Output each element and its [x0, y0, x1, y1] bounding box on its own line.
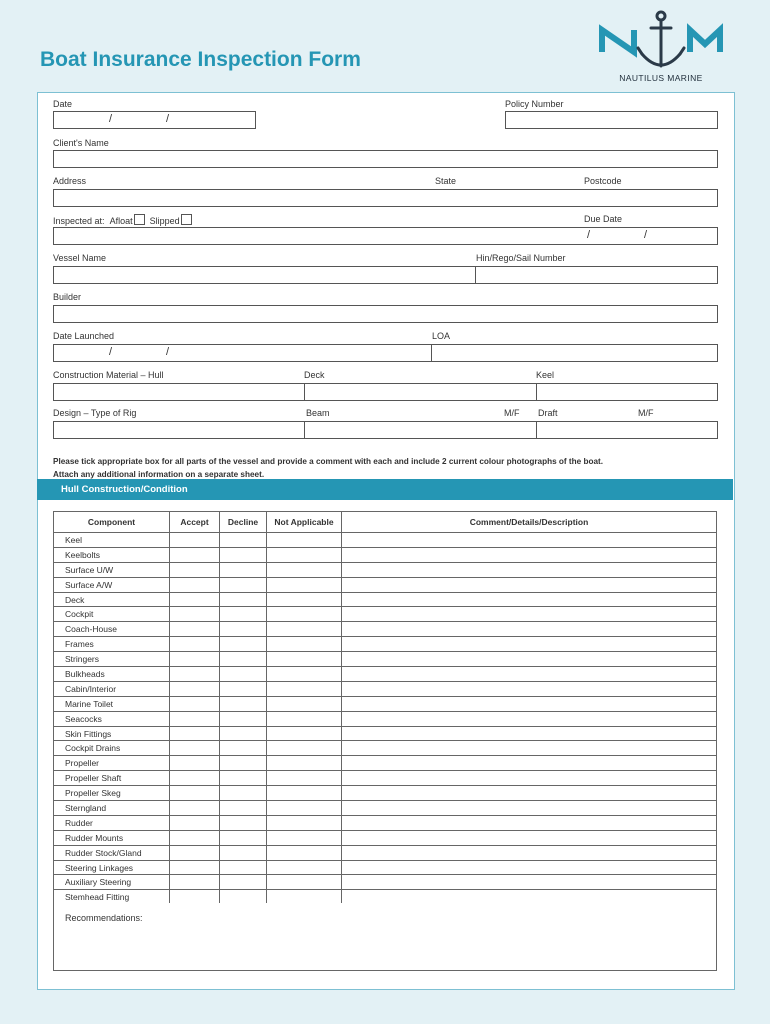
not-applicable-cell[interactable] [267, 860, 342, 875]
accept-cell[interactable] [170, 667, 220, 682]
policy-number-label: Policy Number [505, 99, 564, 109]
component-cell: Cockpit Drains [54, 741, 170, 756]
accept-cell[interactable] [170, 652, 220, 667]
comment-cell[interactable] [342, 726, 717, 741]
decline-cell[interactable] [220, 741, 267, 756]
not-applicable-cell[interactable] [267, 562, 342, 577]
not-applicable-cell[interactable] [267, 756, 342, 771]
vessel-name-field[interactable] [53, 266, 718, 284]
comment-cell[interactable] [342, 547, 717, 562]
not-applicable-cell[interactable] [267, 652, 342, 667]
component-cell: Skin Fittings [54, 726, 170, 741]
not-applicable-cell[interactable] [267, 592, 342, 607]
component-cell: Frames [54, 637, 170, 652]
not-applicable-cell[interactable] [267, 533, 342, 548]
comment-cell[interactable] [342, 771, 717, 786]
comment-cell[interactable] [342, 577, 717, 592]
builder-label: Builder [53, 292, 82, 302]
decline-cell[interactable] [220, 622, 267, 637]
component-cell: Cabin/Interior [54, 681, 170, 696]
not-applicable-cell[interactable] [267, 577, 342, 592]
comment-cell[interactable] [342, 711, 717, 726]
recommendations-field[interactable] [53, 903, 717, 971]
decline-cell[interactable] [220, 756, 267, 771]
table-row [54, 756, 717, 771]
comment-cell[interactable] [342, 681, 717, 696]
decline-cell[interactable] [220, 801, 267, 816]
not-applicable-cell[interactable] [267, 771, 342, 786]
comment-cell[interactable] [342, 592, 717, 607]
accept-cell[interactable] [170, 711, 220, 726]
vessel-name-label: Vessel Name [53, 253, 107, 263]
decline-cell[interactable] [220, 667, 267, 682]
table-row [54, 562, 717, 577]
component-cell: Bulkheads [54, 667, 170, 682]
comment-cell[interactable] [342, 667, 717, 682]
page-title: Boat Insurance Inspection Form [40, 48, 361, 71]
not-applicable-cell[interactable] [267, 696, 342, 711]
accept-cell[interactable] [170, 562, 220, 577]
accept-cell[interactable] [170, 607, 220, 622]
date-field[interactable]: / / [53, 111, 256, 129]
table-row [54, 830, 717, 845]
not-applicable-cell[interactable] [267, 786, 342, 801]
table-row [54, 696, 717, 711]
decline-cell[interactable] [220, 830, 267, 845]
component-cell: Propeller [54, 756, 170, 771]
component-cell: Coach-House [54, 622, 170, 637]
decline-cell[interactable] [220, 592, 267, 607]
component-cell: Sterngland [54, 801, 170, 816]
component-cell: Rudder [54, 815, 170, 830]
table-header-row [54, 512, 717, 533]
accept-cell[interactable] [170, 860, 220, 875]
inspected-due-date-field[interactable]: / / [53, 227, 718, 245]
loa-label: LOA [432, 331, 451, 341]
postcode-label: Postcode [584, 176, 622, 186]
decline-cell[interactable] [220, 533, 267, 548]
hull-section-header: Hull Construction/Condition [37, 479, 733, 500]
beam-label: Beam [306, 408, 330, 418]
comment-cell[interactable] [342, 652, 717, 667]
table-row [54, 637, 717, 652]
column-header: Accept [170, 512, 220, 533]
state-label: State [435, 176, 457, 186]
not-applicable-cell[interactable] [267, 547, 342, 562]
comment-cell[interactable] [342, 533, 717, 548]
comment-cell[interactable] [342, 845, 717, 860]
comment-cell[interactable] [342, 830, 717, 845]
instructions-note: Please tick appropriate box for all parts of the vessel and provide a comment with each and include 2 current colour photographs of the boat. Attach any additional information on a separate sheet. [53, 457, 604, 479]
accept-cell[interactable] [170, 830, 220, 845]
decline-cell[interactable] [220, 681, 267, 696]
table-row [54, 711, 717, 726]
date-label: Date [53, 99, 73, 109]
comment-cell[interactable] [342, 741, 717, 756]
not-applicable-cell[interactable] [267, 622, 342, 637]
accept-cell[interactable] [170, 786, 220, 801]
component-cell: Keel [54, 533, 170, 548]
due-date-label: Due Date [584, 214, 623, 224]
component-cell: Steering Linkages [54, 860, 170, 875]
keel-label: Keel [536, 370, 555, 380]
component-cell: Rudder Stock/Gland [54, 845, 170, 860]
not-applicable-cell[interactable] [267, 815, 342, 830]
table-row [54, 860, 717, 875]
decline-cell[interactable] [220, 607, 267, 622]
table-row [54, 622, 717, 637]
accept-cell[interactable] [170, 592, 220, 607]
not-applicable-cell[interactable] [267, 875, 342, 890]
accept-cell[interactable] [170, 741, 220, 756]
deck-label: Deck [304, 370, 325, 380]
comment-cell[interactable] [342, 696, 717, 711]
decline-cell[interactable] [220, 562, 267, 577]
comment-cell[interactable] [342, 637, 717, 652]
accept-cell[interactable] [170, 637, 220, 652]
decline-cell[interactable] [220, 860, 267, 875]
table-row [54, 652, 717, 667]
date-launched-field[interactable]: / / [53, 344, 718, 362]
accept-cell[interactable] [170, 845, 220, 860]
decline-cell[interactable] [220, 771, 267, 786]
decline-cell[interactable] [220, 786, 267, 801]
column-header: Comment/Details/Description [342, 512, 717, 533]
beam-mf-label: M/F [504, 408, 520, 418]
recommendations-label: Recommendations: [65, 913, 143, 923]
decline-cell[interactable] [220, 726, 267, 741]
decline-cell[interactable] [220, 815, 267, 830]
accept-cell[interactable] [170, 533, 220, 548]
accept-cell[interactable] [170, 547, 220, 562]
hull-condition-table [53, 511, 717, 905]
not-applicable-cell[interactable] [267, 667, 342, 682]
decline-cell[interactable] [220, 845, 267, 860]
comment-cell[interactable] [342, 875, 717, 890]
not-applicable-cell[interactable] [267, 681, 342, 696]
design-field[interactable] [53, 421, 718, 439]
table-row [54, 577, 717, 592]
decline-cell[interactable] [220, 875, 267, 890]
table-row [54, 726, 717, 741]
table-row [54, 667, 717, 682]
not-applicable-cell[interactable] [267, 711, 342, 726]
component-cell: Stringers [54, 652, 170, 667]
accept-cell[interactable] [170, 696, 220, 711]
hin-label: Hin/Rego/Sail Number [476, 253, 566, 263]
address-field[interactable] [53, 189, 718, 207]
component-cell: Surface U/W [54, 562, 170, 577]
not-applicable-cell[interactable] [267, 801, 342, 816]
table-row [54, 815, 717, 830]
component-cell: Keelbolts [54, 547, 170, 562]
date-launched-label: Date Launched [53, 331, 115, 341]
accept-cell[interactable] [170, 577, 220, 592]
component-cell: Propeller Shaft [54, 771, 170, 786]
not-applicable-cell[interactable] [267, 741, 342, 756]
component-cell: Propeller Skeg [54, 786, 170, 801]
component-cell: Auxiliary Steering [54, 875, 170, 890]
not-applicable-cell[interactable] [267, 726, 342, 741]
not-applicable-cell[interactable] [267, 830, 342, 845]
comment-cell[interactable] [342, 786, 717, 801]
decline-cell[interactable] [220, 696, 267, 711]
comment-cell[interactable] [342, 607, 717, 622]
column-header: Component [54, 512, 170, 533]
table-row [54, 681, 717, 696]
component-cell: Surface A/W [54, 577, 170, 592]
accept-cell[interactable] [170, 726, 220, 741]
accept-cell[interactable] [170, 875, 220, 890]
not-applicable-cell[interactable] [267, 845, 342, 860]
accept-cell[interactable] [170, 801, 220, 816]
comment-cell[interactable] [342, 815, 717, 830]
accept-cell[interactable] [170, 771, 220, 786]
comment-cell[interactable] [342, 860, 717, 875]
slipped-checkbox[interactable] [181, 214, 192, 225]
comment-cell[interactable] [342, 801, 717, 816]
logo-text: NAUTILUS MARINE [619, 73, 703, 83]
column-header: Decline [220, 512, 267, 533]
component-cell: Stemhead Fitting [54, 890, 170, 905]
draft-label: Draft [538, 408, 558, 418]
component-cell: Deck [54, 592, 170, 607]
address-label: Address [53, 176, 87, 186]
builder-field[interactable] [53, 305, 718, 323]
accept-cell[interactable] [170, 815, 220, 830]
accept-cell[interactable] [170, 756, 220, 771]
table-row [54, 875, 717, 890]
component-cell: Marine Toilet [54, 696, 170, 711]
design-label: Design – Type of Rig [53, 408, 137, 418]
afloat-checkbox[interactable] [134, 214, 145, 225]
inspected-at-label: Inspected at: Afloat Slipped [53, 214, 192, 226]
accept-cell[interactable] [170, 681, 220, 696]
construction-label: Construction Material – Hull [53, 370, 164, 380]
component-cell: Cockpit [54, 607, 170, 622]
not-applicable-cell[interactable] [267, 637, 342, 652]
decline-cell[interactable] [220, 637, 267, 652]
policy-number-field[interactable] [505, 111, 718, 129]
clients-name-field[interactable] [53, 150, 718, 168]
table-row [54, 801, 717, 816]
table-row [54, 547, 717, 562]
not-applicable-cell[interactable] [267, 607, 342, 622]
table-row [54, 771, 717, 786]
clients-name-label: Client's Name [53, 138, 109, 148]
construction-field[interactable] [53, 383, 718, 401]
comment-cell[interactable] [342, 562, 717, 577]
component-cell: Rudder Mounts [54, 830, 170, 845]
table-row [54, 786, 717, 801]
comment-cell[interactable] [342, 756, 717, 771]
table-row [54, 607, 717, 622]
table-row [54, 845, 717, 860]
comment-cell[interactable] [342, 622, 717, 637]
decline-cell[interactable] [220, 711, 267, 726]
table-row [54, 741, 717, 756]
draft-mf-label: M/F [638, 408, 654, 418]
table-row [54, 533, 717, 548]
component-cell: Seacocks [54, 711, 170, 726]
table-row [54, 592, 717, 607]
accept-cell[interactable] [170, 622, 220, 637]
decline-cell[interactable] [220, 577, 267, 592]
decline-cell[interactable] [220, 652, 267, 667]
decline-cell[interactable] [220, 547, 267, 562]
column-header: Not Applicable [267, 512, 342, 533]
